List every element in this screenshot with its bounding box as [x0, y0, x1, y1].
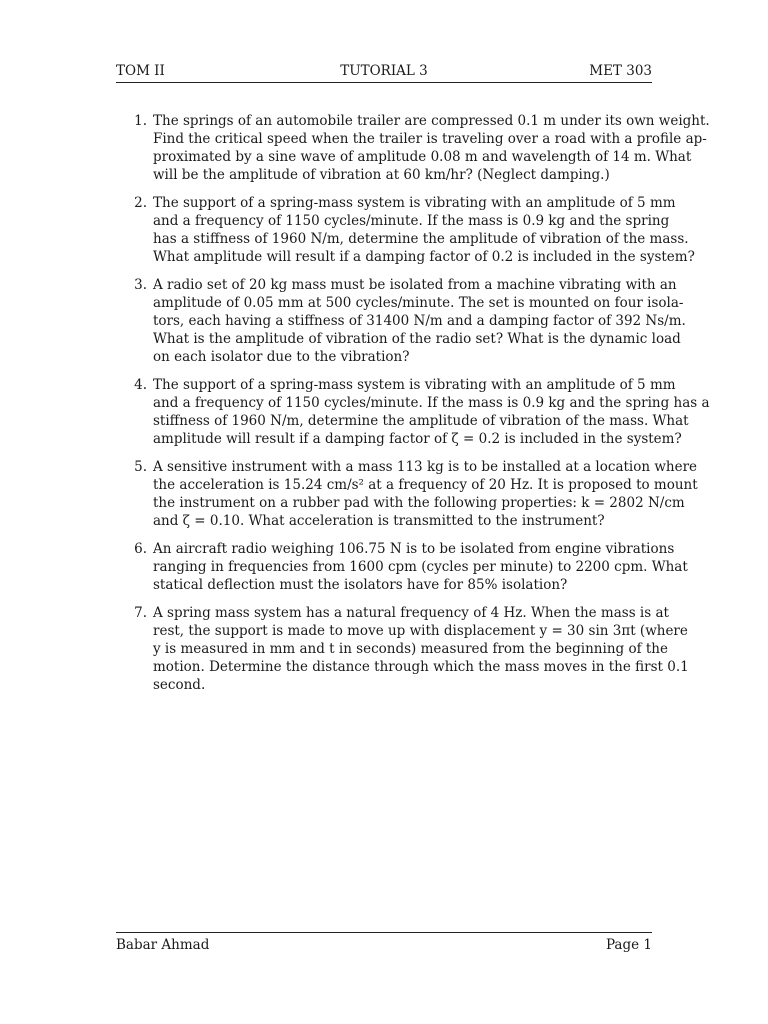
problem-line: rest, the support is made to move up with displacement y = 30 sin 3πt (where: [153, 623, 688, 639]
problem-item: [116, 112, 710, 184]
problem-number: 2.: [134, 195, 147, 211]
problem-line: A spring mass system has a natural frequency of 4 Hz. When the mass is at: [153, 605, 669, 621]
tutorial-title: TUTORIAL 3: [340, 63, 428, 79]
problem-line: ranging in frequencies from 1600 cpm (cycles per minute) to 2200 cpm. What: [153, 559, 688, 575]
problem-number: 5.: [134, 459, 147, 475]
problem-line: y is measured in mm and t in seconds) measured from the beginning of the: [153, 641, 668, 657]
problem-text: [153, 276, 686, 366]
problem-line: has a stiffness of 1960 N/m, determine the amplitude of vibration of the mass.: [153, 231, 689, 247]
problem-line: What is the amplitude of vibration of the radio set? What is the dynamic load: [153, 331, 681, 347]
course-code-left: TOM II: [116, 63, 165, 79]
problem-line: will be the amplitude of vibration at 60 km/hr? (Neglect damping.): [153, 167, 610, 183]
problem-line: stiffness of 1960 N/m, determine the amplitude of vibration of the mass. What: [153, 413, 689, 429]
problem-text: [153, 604, 689, 694]
problem-line: statical deflection must the isolators have for 85% isolation?: [153, 577, 568, 593]
problem-line: What amplitude will result if a damping factor of 0.2 is included in the system?: [153, 249, 695, 265]
problem-line: second.: [153, 677, 206, 693]
problem-line: the instrument on a rubber pad with the following properties: k = 2802 N/cm: [153, 495, 685, 511]
problem-line: motion. Determine the distance through which the mass moves in the first 0.1: [153, 659, 689, 675]
course-code-right: MET 303: [589, 63, 652, 79]
problem-text: [153, 540, 688, 594]
problem-line: The support of a spring-mass system is vibrating with an amplitude of 5 mm: [153, 195, 676, 211]
problem-item: [116, 604, 689, 694]
problem-item: [116, 276, 686, 366]
problem-text: [153, 194, 695, 266]
problem-line: A sensitive instrument with a mass 113 kg is to be installed at a location where: [153, 459, 698, 475]
problem-list: [116, 112, 710, 704]
problem-line: An aircraft radio weighing 106.75 N is to be isolated from engine vibrations: [153, 541, 675, 557]
page-number: Page 1: [605, 937, 652, 953]
problem-item: [116, 540, 688, 594]
problem-item: [116, 458, 698, 530]
problem-line: and ζ = 0.10. What acceleration is transmitted to the instrument?: [153, 513, 605, 529]
problem-line: and a frequency of 1150 cycles/minute. If the mass is 0.9 kg and the spring has a: [153, 395, 710, 411]
problem-text: [153, 112, 710, 184]
problem-item: [116, 194, 695, 266]
problem-number: 6.: [134, 541, 147, 557]
problem-line: the acceleration is 15.24 cm/s² at a frequency of 20 Hz. It is proposed to mount: [153, 477, 698, 493]
problem-item: [116, 376, 710, 448]
problem-line: A radio set of 20 kg mass must be isolated from a machine vibrating with an: [153, 277, 677, 293]
problem-line: Find the critical speed when the trailer is traveling over a road with a profile ap-: [153, 131, 707, 147]
problem-line: tors, each having a stiffness of 31400 N/m and a damping factor of 392 Ns/m.: [153, 313, 686, 329]
problem-number: 7.: [134, 605, 147, 621]
problem-line: The support of a spring-mass system is vibrating with an amplitude of 5 mm: [153, 377, 676, 393]
problem-text: [153, 458, 698, 530]
problem-number: 1.: [134, 113, 147, 129]
problem-line: amplitude will result if a damping factor of ζ = 0.2 is included in the system?: [153, 431, 682, 447]
problem-line: amplitude of 0.05 mm at 500 cycles/minute. The set is mounted on four isola-: [153, 295, 684, 311]
problem-number: 4.: [134, 377, 147, 393]
page-footer: [116, 932, 652, 957]
problem-line: and a frequency of 1150 cycles/minute. If the mass is 0.9 kg and the spring: [153, 213, 670, 229]
problem-line: on each isolator due to the vibration?: [153, 349, 410, 365]
problem-line: proximated by a sine wave of amplitude 0.08 m and wavelength of 14 m. What: [153, 149, 692, 165]
problem-number: 3.: [134, 277, 147, 293]
page-header: [116, 62, 652, 83]
problem-line: The springs of an automobile trailer are compressed 0.1 m under its own weight.: [153, 113, 710, 129]
author-name: Babar Ahmad: [116, 937, 210, 953]
problem-text: [153, 376, 710, 448]
